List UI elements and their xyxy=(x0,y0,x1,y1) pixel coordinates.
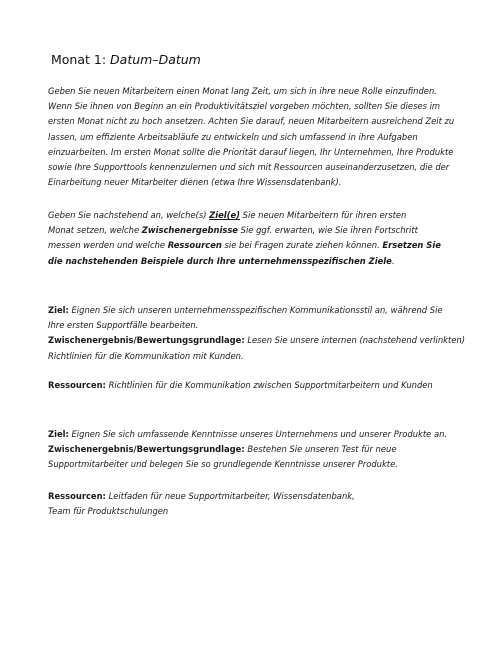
replace-instruction: die nachstehenden Beispiele durch Ihre unternehmensspezifischen Ziele xyxy=(48,255,392,266)
goal-term: Ziel(e) xyxy=(209,210,241,220)
guidance-text: Sie ggf. erwarten, wie Sie ihren Fortschritt xyxy=(237,225,418,236)
guidance-paragraph xyxy=(48,208,478,269)
milestone-1-line-2: Richtlinien für die Kommunikation mit Kunden. xyxy=(48,350,244,361)
guidance-text: Geben Sie nachstehend an, welche(s) xyxy=(48,210,210,220)
intro-line-1: Geben Sie neuen Mitarbeitern einen Monat lang Zeit, um sich in ihre neue Rolle einzufinden. xyxy=(48,86,437,96)
milestone-2-line-2: Supportmitarbeiter und belegen Sie so grundlegende Kenntnisse unserer Produkte. xyxy=(48,459,398,470)
intro-paragraph xyxy=(48,84,478,190)
guidance-text: Monat setzen, welche xyxy=(48,225,142,236)
resources-2-line-2: Team für Produktschulungen xyxy=(48,506,169,517)
goal-1-line-1 xyxy=(48,303,478,318)
intro-line-6: sowie Ihre Supporttools kennenzulernen und sich mit Ressourcen auseinanderzusetzen, die der xyxy=(48,162,450,173)
resources-label: Ressourcen: xyxy=(48,491,106,501)
resources-term: Ressourcen xyxy=(167,240,222,251)
milestone-label: Zwischenergebnis/Bewertungsgrundlage: xyxy=(48,444,245,455)
guidance-line-1 xyxy=(48,208,478,223)
intro-line-4: lassen, um effiziente Arbeitsabläufe zu entwickeln und sich umfassend in ihre Aufgaben xyxy=(48,131,418,142)
intro-line-2: Wenn Sie ihnen von Beginn an ein Produktivitätsziel vorgeben möchten, sollten Sie dieses im xyxy=(48,101,441,112)
intro-line-3: ersten Monat nicht zu hoch ansetzen. Achten Sie darauf, neuen Mitarbeitern ausreichend Zeit zu xyxy=(48,116,455,127)
goal-label: Ziel: xyxy=(48,305,69,315)
guidance-text: Sie neuen Mitarbeitern für ihren ersten xyxy=(240,210,407,220)
goal-2-line-1 xyxy=(48,427,478,442)
milestone-label: Zwischenergebnis/Bewertungsgrundlage: xyxy=(48,335,245,346)
goal-text: Eignen Sie sich unseren unternehmensspezifischen Kommunikationsstil an, während Sie xyxy=(68,305,443,315)
goal-label: Ziel: xyxy=(48,429,69,439)
goal-block-1 xyxy=(48,303,478,364)
resources-block-2 xyxy=(48,489,478,519)
milestone-text: Bestehen Sie unseren Test für neue xyxy=(244,444,397,455)
guidance-line-2 xyxy=(48,223,478,238)
resources-text: Richtlinien für die Kommunikation zwischen Supportmitarbeitern und Kunden xyxy=(105,380,433,390)
resources-1-line-1 xyxy=(48,378,478,393)
milestone-2-line-1 xyxy=(48,442,478,457)
goal-1-line-2: Ihre ersten Supportfälle bearbeiten. xyxy=(48,320,199,331)
milestone-text: Lesen Sie unsere internen (nachstehend verlinkten) xyxy=(244,335,466,346)
intro-line-7: Einarbeitung neuer Mitarbeiter dienen (etwa Ihre Wissensdatenbank). xyxy=(48,177,342,188)
milestone-term: Zwischenergebnisse xyxy=(141,225,238,236)
guidance-line-4 xyxy=(48,254,478,269)
guidance-line-3 xyxy=(48,238,478,253)
replace-instruction: Ersetzen Sie xyxy=(382,240,441,251)
guidance-text: messen werden und welche xyxy=(48,240,168,251)
resources-text: Leitfaden für neue Supportmitarbeiter, Wissensdatenbank, xyxy=(105,491,355,501)
resources-block-1 xyxy=(48,378,478,393)
month-heading xyxy=(51,52,201,67)
guidance-text: . xyxy=(391,255,395,266)
goal-text: Eignen Sie sich umfassende Kenntnisse unseres Unternehmens und unserer Produkte an. xyxy=(68,429,448,439)
intro-line-5: einzuarbeiten. Im ersten Monat sollte die Priorität darauf liegen, Ihr Unternehmen, Ihre Produkte xyxy=(48,146,454,157)
resources-label: Ressourcen: xyxy=(48,380,106,390)
date-range: Datum–Datum xyxy=(110,52,201,67)
goal-block-2 xyxy=(48,427,478,473)
milestone-1-line-1 xyxy=(48,333,478,348)
resources-2-line-1 xyxy=(48,489,478,504)
guidance-text: sie bei Fragen zurate ziehen können. xyxy=(221,240,383,251)
month-label: Monat 1: xyxy=(51,52,111,67)
